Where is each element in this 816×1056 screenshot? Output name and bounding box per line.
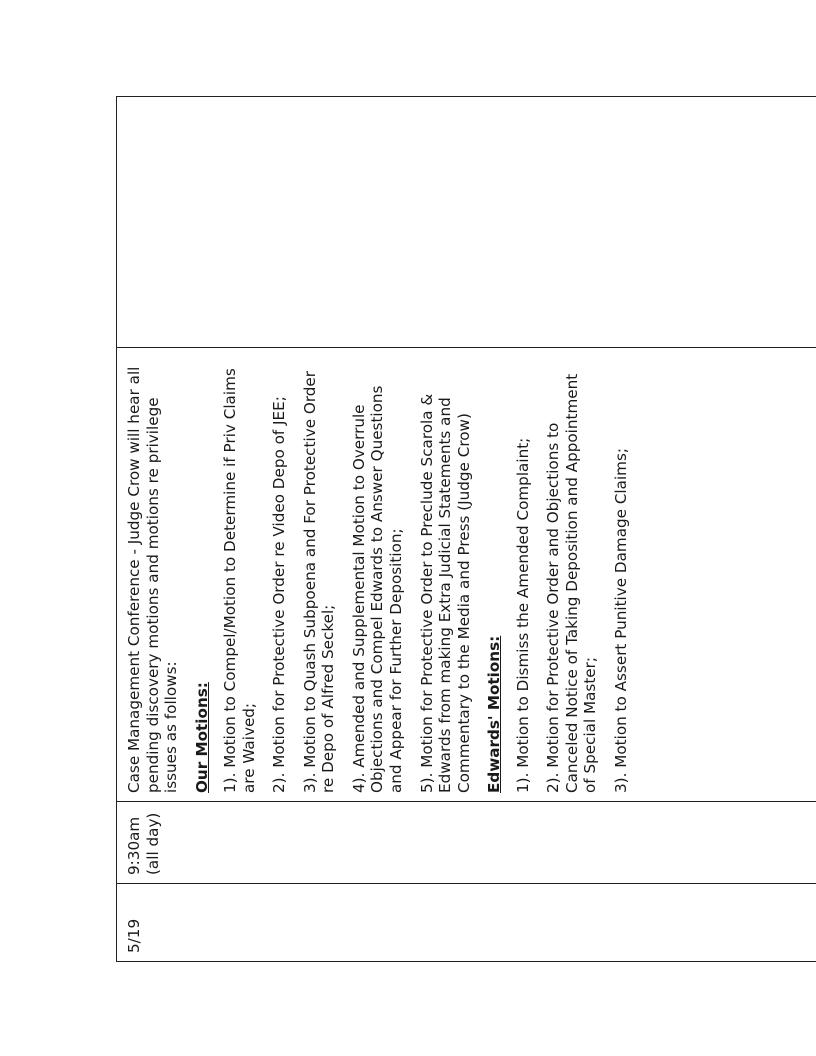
our-motion-item: 5). Motion for Protective Order to Preclude Scarola & Edwards from making Extra Judicial Statements and Commentary to the Media and Press (Judge Crow) bbox=[417, 393, 473, 793]
time-note: (all day) bbox=[143, 812, 162, 875]
date-text: 5/19 bbox=[125, 918, 143, 953]
our-motion-item: 2). Motion for Protective Order re Video Depo of JEE; bbox=[270, 396, 289, 793]
edwards-motions-heading: Edwards' Motions: bbox=[485, 635, 504, 793]
date-cell bbox=[117, 884, 816, 962]
our-motion-item: 1). Motion to Compel/Motion to Determine if Priv Claims are Waived; bbox=[221, 368, 258, 793]
rotated-page bbox=[116, 96, 816, 962]
edwards-motion-item: 3). Motion to Assert Punitive Damage Claims; bbox=[611, 447, 630, 793]
time-text: 9:30am bbox=[125, 816, 143, 875]
schedule-table bbox=[116, 96, 816, 962]
edwards-motion-item: 2). Motion for Protective Order and Objections to Canceled Notice of Taking Deposition and Appointment of Special Master; bbox=[544, 373, 600, 793]
description-cell bbox=[117, 348, 816, 802]
table-row bbox=[117, 97, 816, 962]
conference-intro: Case Management Conference - Judge Crow will hear all pending discovery motions and motions re privilege issues as follows: bbox=[125, 366, 181, 793]
our-motion-item: 3). Motion to Quash Subpoena and For Protective Order re Depo of Alfred Seckel; bbox=[300, 370, 338, 793]
our-motions-heading: Our Motions: bbox=[192, 682, 211, 793]
time-cell bbox=[117, 802, 816, 884]
edwards-motion-item: 1). Motion to Dismiss the Amended Complaint; bbox=[513, 437, 532, 793]
notes-cell bbox=[117, 97, 816, 348]
our-motion-item: 4). Amended and Supplemental Motion to Overrule Objections and Compel Edwards to Answer Questions and Appear for Further Deposition; bbox=[349, 385, 406, 793]
